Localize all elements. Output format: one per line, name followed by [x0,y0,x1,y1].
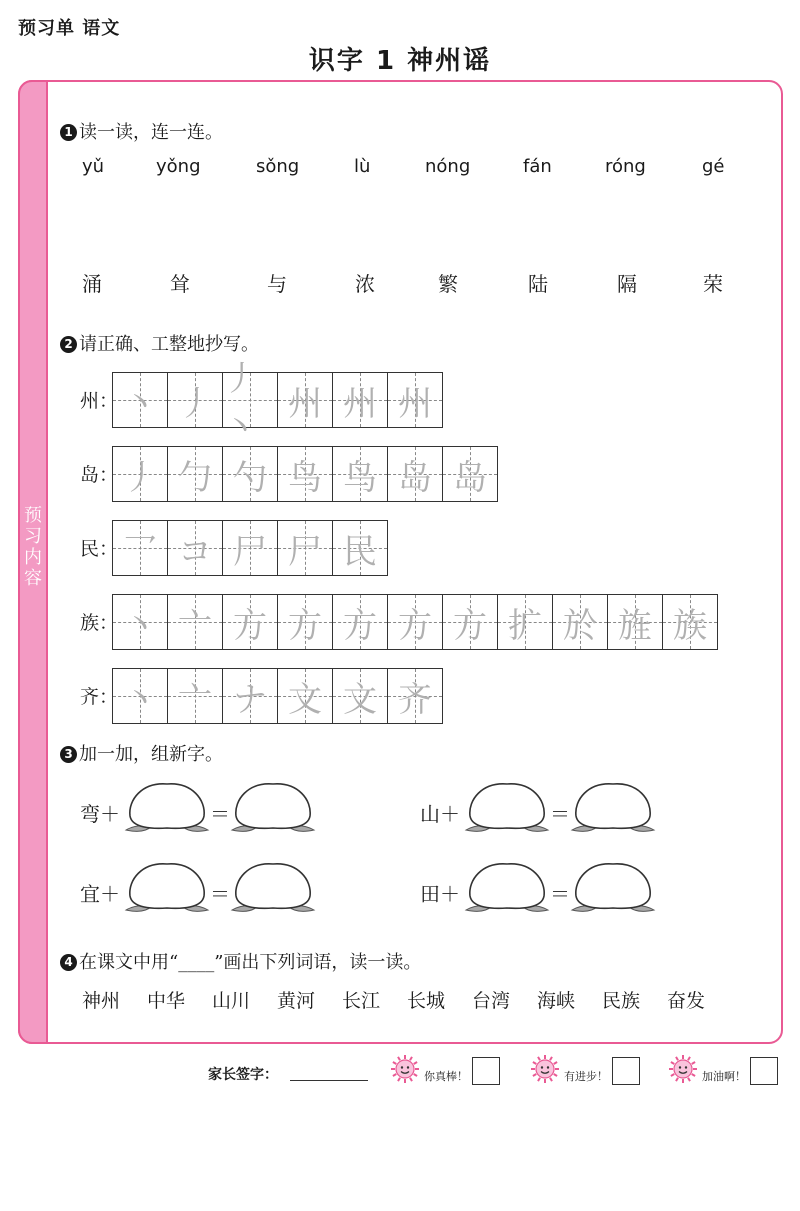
vocab-word[interactable]: 海峡 [537,990,576,1012]
vocab-word[interactable]: 民族 [602,990,641,1012]
trace-character: 亠 [178,605,212,646]
grid-cell[interactable] [223,521,278,575]
vocab-word[interactable]: 长江 [342,990,381,1012]
trace-character: 扩 [508,605,542,646]
character-item[interactable]: 隔 [617,272,637,296]
grid-cell[interactable] [333,669,388,723]
grid-cell[interactable] [278,447,333,501]
pinyin-item[interactable]: lù [354,156,371,177]
trace-character: 勺 [233,457,267,498]
vocab-word[interactable]: 神州 [82,990,121,1012]
copy-row-label: 岛： [80,464,119,486]
answer-peach-blank[interactable] [122,858,212,922]
vocab-word[interactable]: 台湾 [472,990,511,1012]
trace-character: 族 [673,605,707,646]
pinyin-item[interactable]: nóng [425,156,471,177]
grid-cell[interactable] [278,521,333,575]
trace-character: 州 [398,383,432,424]
vocab-word[interactable]: 长城 [407,990,446,1012]
sun-face-icon [530,1054,560,1088]
badge-checkbox[interactable] [612,1057,640,1085]
character-item[interactable]: 陆 [528,272,548,296]
grid-cell[interactable] [113,669,168,723]
result-peach-blank[interactable] [228,778,318,842]
pinyin-item[interactable]: yǒng [156,156,201,177]
page-title: 识字 1 神州谣 [308,46,492,76]
vocab-word[interactable]: 山川 [212,990,251,1012]
character-item[interactable]: 繁 [438,272,458,296]
grid-cell[interactable] [663,595,718,649]
trace-character: 民 [343,531,377,572]
pinyin-item[interactable]: yǔ [82,156,105,177]
badge-checkbox[interactable] [472,1057,500,1085]
writing-grid[interactable] [112,594,718,650]
grid-cell[interactable] [223,595,278,649]
trace-character: 州 [343,383,377,424]
grid-cell[interactable] [113,447,168,501]
q4-title: 4 在课文中用“____”画出下列词语，读一读。 [60,948,421,974]
signature-label: 家长签字： [208,1067,278,1083]
grid-cell[interactable] [168,373,223,427]
writing-grid[interactable] [112,446,498,502]
trace-character: 乛 [123,531,157,572]
q1-title: 1 读一读，连一连。 [60,118,223,144]
trace-character: 丿 [123,457,157,498]
trace-character: 丶 [123,383,157,424]
result-peach-blank[interactable] [568,858,658,922]
grid-cell[interactable] [443,595,498,649]
result-peach-blank[interactable] [568,778,658,842]
grid-cell[interactable] [278,373,333,427]
q2-title: 2 请正确、工整地抄写。 [60,330,259,356]
grid-cell[interactable] [388,447,443,501]
grid-cell[interactable] [223,359,278,448]
trace-character: 尸 [233,531,267,572]
character-item[interactable]: 耸 [170,272,190,296]
pinyin-item[interactable]: gé [702,156,725,177]
result-peach-blank[interactable] [228,858,318,922]
vocab-word[interactable]: 奋发 [667,990,706,1012]
trace-character: 丶 [123,605,157,646]
grid-cell[interactable] [333,595,388,649]
character-item[interactable]: 荣 [703,272,723,296]
equals-sign: ＝ [210,882,230,906]
character-item[interactable]: 浓 [355,272,375,296]
trace-character: 岛 [398,457,432,498]
answer-peach-blank[interactable] [462,858,552,922]
trace-character: 尸 [288,531,322,572]
grid-cell[interactable] [113,521,168,575]
pinyin-item[interactable]: róng [605,156,646,177]
trace-character: 方 [288,605,322,646]
grid-cell[interactable] [553,595,608,649]
badge-label: 你真棒！ [424,1070,468,1083]
trace-character: コ [178,531,212,572]
side-label: 预 习 内 容 [24,505,42,589]
grid-cell[interactable] [113,373,168,427]
trace-character: 文 [343,679,377,720]
equals-sign: ＝ [550,802,570,826]
trace-character: 方 [343,605,377,646]
trace-character: 於 [563,605,597,646]
trace-character: 方 [233,605,267,646]
header-subject: 预习单 语文 [18,18,121,39]
grid-cell[interactable] [278,669,333,723]
grid-cell[interactable] [168,669,223,723]
writing-grid[interactable] [112,520,388,576]
copy-row-label: 族： [80,612,119,634]
trace-character: 丶 [123,679,157,720]
trace-character: 齐 [398,679,432,720]
grid-cell[interactable] [333,373,388,427]
grid-cell[interactable] [168,521,223,575]
trace-character: 丿丶 [223,359,257,448]
addend-character: 宜＋ [80,882,120,906]
grid-cell[interactable] [608,595,663,649]
trace-character: 文 [288,679,322,720]
vocab-word[interactable]: 黄河 [277,990,316,1012]
trace-character: 丿 [178,383,212,424]
trace-character: 勹 [178,457,212,498]
grid-cell[interactable] [168,595,223,649]
grid-cell[interactable] [333,521,388,575]
trace-character: 方 [398,605,432,646]
grid-cell[interactable] [498,595,553,649]
grid-cell[interactable] [223,447,278,501]
sun-face-icon [668,1054,698,1088]
copy-row-label: 齐： [80,686,119,708]
badge-label: 有进步！ [564,1070,608,1083]
answer-peach-blank[interactable] [122,778,212,842]
trace-character: 州 [288,383,322,424]
equals-sign: ＝ [550,882,570,906]
pinyin-item[interactable]: fán [523,156,552,177]
grid-cell[interactable] [388,373,443,427]
pinyin-item[interactable]: sǒng [256,156,300,177]
grid-cell[interactable] [168,447,223,501]
writing-grid[interactable] [112,668,443,724]
trace-character: 鸟 [288,457,322,498]
trace-character: 鸟 [343,457,377,498]
character-item[interactable]: 与 [267,272,287,296]
vocab-word[interactable]: 中华 [147,990,186,1012]
trace-character: 方 [453,605,487,646]
addend-character: 弯＋ [80,802,120,826]
copy-row-label: 民： [80,538,119,560]
writing-grid[interactable] [112,359,443,448]
character-item[interactable]: 涌 [82,272,102,296]
equals-sign: ＝ [210,802,230,826]
trace-character: ナ [233,679,267,720]
grid-cell[interactable] [278,595,333,649]
sun-face-icon [390,1054,420,1088]
trace-character: 旌 [618,605,652,646]
badge-checkbox[interactable] [750,1057,778,1085]
grid-cell[interactable] [388,669,443,723]
addend-character: 山＋ [420,802,460,826]
grid-cell[interactable] [333,447,388,501]
badge-label: 加油啊！ [702,1070,746,1083]
signature-line[interactable] [290,1064,368,1081]
trace-character: 岛 [453,457,487,498]
addend-character: 田＋ [420,882,460,906]
grid-cell[interactable] [113,595,168,649]
trace-character: 亠 [178,679,212,720]
grid-cell[interactable] [388,595,443,649]
grid-cell[interactable] [223,669,278,723]
q3-title: 3 加一加，组新字。 [60,740,223,766]
answer-peach-blank[interactable] [462,778,552,842]
copy-row-label: 州： [80,390,119,412]
grid-cell[interactable] [443,447,498,501]
